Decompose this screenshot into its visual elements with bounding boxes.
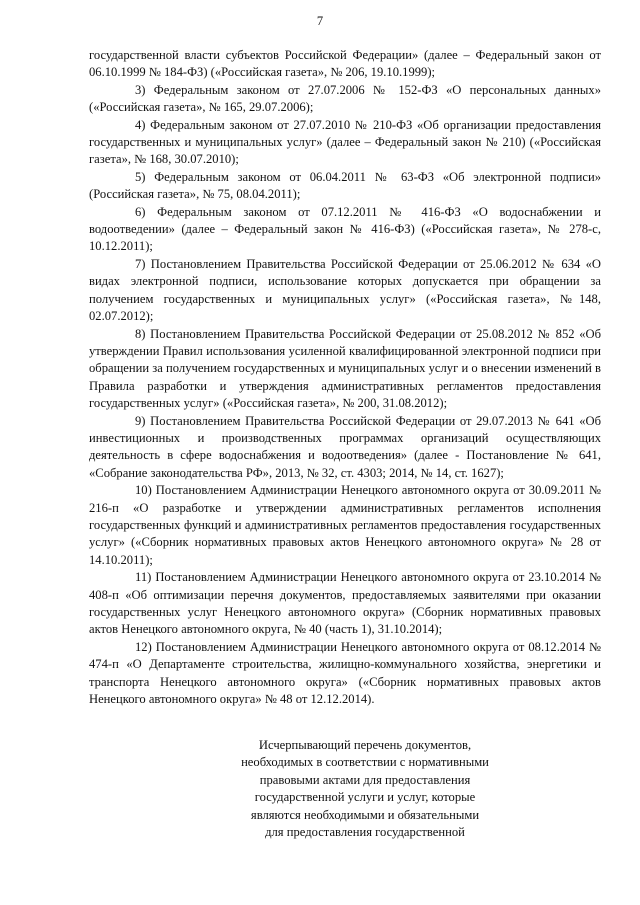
list-item: 9) Постановлением Правительства Российской Федерации от 29.07.2013 № 641 «Об инвестиционных и производственных программах организаций осуществляющих деятельность в сфере водоснабжения и водоотведения» (далее - Постановление № 641, «Собрание законодательства РФ», 2013, № 32, ст. 4303; 2014, № 14, ст. 1627);: [89, 413, 601, 480]
document-body: [89, 47, 601, 708]
section-heading-line: Исчерпывающий перечень документов,: [258, 738, 472, 752]
paragraph-continuation: государственной власти субъектов Российской Федерации» (далее – Федеральный закон от 06.10.1999 № 184-ФЗ) («Российская газета», № 206, 19.10.1999);: [89, 48, 601, 80]
list-item: 8) Постановлением Правительства Российской Федерации от 25.08.2012 № 852 «Об утверждении Правил использования усиленной квалифицированной электронной подписи при обращении за получением государственных и муниципальных услуг и о внесении изменений в Правила разработки и утверждения административных регламентов предоставления государственных услуг» («Российская газета», № 200, 31.08.2012);: [89, 326, 601, 411]
list-item: 11) Постановлением Администрации Ненецкого автономного округа от 23.10.2014 № 408-п «Об оптимизации перечня документов, предоставляемых заявителями при оказании государственных услуг Ненецкого автономного округа» (Сборник нормативных правовых актов Ненецкого автономного округа, № 40 (часть 1), 31.10.2014);: [89, 570, 601, 637]
list-item: 4) Федеральным законом от 27.07.2010 № 210-ФЗ «Об организации предоставления государственных и муниципальных услуг» (далее – Федеральный закон № 210) («Российская газета», № 168, 30.07.2010);: [89, 117, 601, 167]
section-heading-line: необходимых в соответствии с нормативными: [241, 755, 489, 770]
section-heading-line: являются необходимыми и обязательными: [250, 807, 480, 822]
list-item: 3) Федеральным законом от 27.07.2006 № 152-ФЗ «О персональных данных» («Российская газета», № 165, 29.07.2006);: [89, 82, 601, 115]
list-item: 6) Федеральным законом от 07.12.2011 № 416-ФЗ «О водоснабжении и водоотведении» (далее – Федеральный закон № 416-ФЗ) («Российская газета», № 278-с, 10.12.2011);: [89, 204, 601, 254]
section-heading-line: правовыми актами для предоставления: [259, 772, 471, 787]
section-heading: [180, 737, 550, 841]
list-item: 7) Постановлением Правительства Российской Федерации от 25.06.2012 № 634 «О видах электронной подписи, использование которых допускается при обращении за получением государственных и муниципальных услуг» («Российская газета», №148, 02.07.2012);: [89, 256, 601, 324]
page-number: 7: [316, 14, 324, 28]
list-item: 12) Постановлением Администрации Ненецкого автономного округа от 08.12.2014 № 474-п «О Департаменте строительства, жилищно-коммунального хозяйства, энергетики и транспорта Ненецкого автономного округа» («Сборник нормативных правовых актов Ненецкого автономного округа» № 48 от 12.12.2014).: [89, 639, 601, 707]
list-item: 5) Федеральным законом от 06.04.2011 № 63-ФЗ «Об электронной подписи» (Российская газета», № 75, 08.04.2011);: [89, 169, 601, 202]
section-heading-line: для предоставления государственной: [265, 825, 465, 840]
section-heading-line: государственной услуги и услуг, которые: [254, 790, 476, 805]
list-item: 10) Постановлением Администрации Ненецкого автономного округа от 30.09.2011 № 216-п «О разработке и утверждении административных регламентов исполнения государственных функций и административных регламентов предоставления государственных услуг» («Сборник нормативных правовых актов Ненецкого автономного округа» № 28 от 14.10.2011);: [89, 483, 601, 567]
